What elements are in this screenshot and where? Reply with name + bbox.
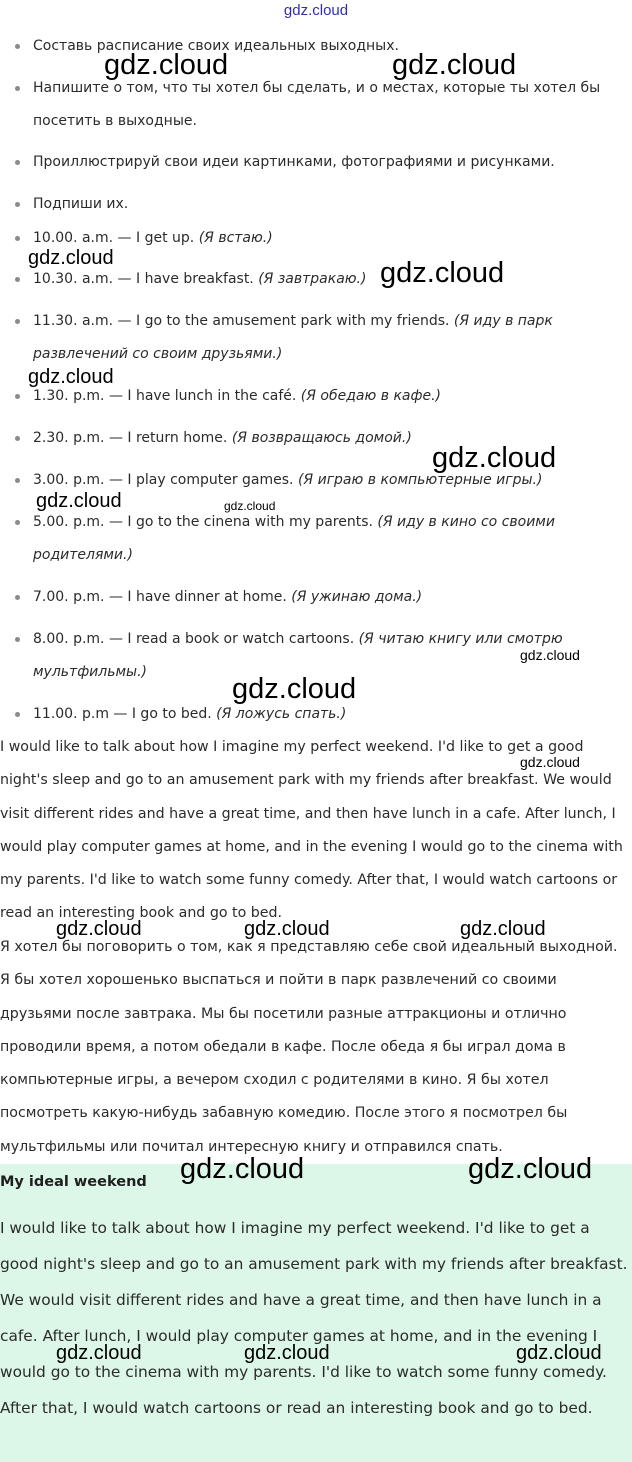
- list-item: Напишите о том, что ты хотел бы сделать, и о местах, которые ты хотел бы посетить в выходные.: [0, 72, 632, 138]
- bullet-icon: [15, 520, 20, 525]
- watermark: gdz.cloud: [36, 490, 122, 512]
- answer-box-title: My ideal weekend: [0, 1174, 147, 1190]
- bullet-icon: [15, 478, 20, 483]
- watermark: gdz.cloud: [516, 1342, 602, 1364]
- watermark: gdz.cloud: [392, 49, 517, 81]
- watermark: gdz.cloud: [56, 1342, 142, 1364]
- watermark: gdz.cloud: [380, 257, 505, 289]
- bullet-icon: [15, 202, 20, 207]
- bullet-icon: [15, 160, 20, 165]
- answer-box-text: I would like to talk about how I imagine my perfect weekend. I'd like to get a good night's sleep and go to an amusement park with my friends after breakfast. We would visit different rides and have a great time, and then have lunch in a cafe. After lunch, I would play computer games at home, and in the evening I would go to the cinema with my parents. I'd like to watch some funny comedy. After that, I would watch cartoons or read an interesting book and go to bed.: [0, 1219, 628, 1417]
- list-item: 11.00. p.m — I go to bed. (Я ложусь спать.): [0, 698, 632, 731]
- list-item: 7.00. p.m. — I have dinner at home. (Я ужинаю дома.): [0, 581, 632, 614]
- watermark: gdz.cloud: [520, 647, 580, 663]
- watermark: gdz.cloud: [28, 366, 114, 388]
- watermark: gdz.cloud: [232, 673, 357, 705]
- watermark: gdz.cloud: [244, 918, 330, 940]
- watermark: gdz.cloud: [28, 247, 114, 269]
- bullet-icon: [15, 236, 20, 241]
- bullet-icon: [15, 319, 20, 324]
- bullet-icon: [15, 277, 20, 282]
- list-item: Проиллюстрируй свои идеи картинками, фотографиями и рисунками.: [0, 146, 632, 179]
- bullet-icon: [15, 712, 20, 717]
- bullet-icon: [15, 394, 20, 399]
- watermark: gdz.cloud: [56, 918, 142, 940]
- list-item: 1.30. p.m. — I have lunch in the café. (Я обедаю в кафе.): [0, 380, 632, 413]
- bullet-icon: [15, 637, 20, 642]
- english-paragraph: I would like to talk about how I imagine my perfect weekend. I'd like to get a good night's sleep and go to an amusement park with my friends after breakfast. We would visit different rides and have a great time, and then have lunch in a cafe. After lunch, I would play computer games at home, and in the evening I would go to the cinema with my parents. I'd like to watch some funny comedy. After that, I would watch cartoons or read an interesting book and go to bed.: [0, 739, 623, 922]
- list-item: 10.00. a.m. — I get up. (Я встаю.): [0, 222, 632, 255]
- watermark: gdz.cloud: [104, 49, 229, 81]
- bullet-icon: [15, 86, 20, 91]
- bullet-icon: [15, 595, 20, 600]
- bullet-icon: [15, 44, 20, 49]
- list-item: 5.00. p.m. — I go to the cinena with my parents. (Я иду в кино со своими родителями.): [0, 506, 632, 572]
- list-item: Подпиши их.: [0, 188, 632, 221]
- list-item: 10.30. a.m. — I have breakfast. (Я завтракаю.): [0, 263, 632, 296]
- list-item: 8.00. p.m. — I read a book or watch cartoons. (Я читаю книгу или смотрю мультфильмы.): [0, 623, 632, 689]
- watermark: gdz.cloud: [468, 1153, 593, 1185]
- bullet-icon: [15, 436, 20, 441]
- watermark: gdz.cloud: [460, 918, 546, 940]
- watermark: gdz.cloud: [244, 1342, 330, 1364]
- list-item: 2.30. p.m. — I return home. (Я возвращаюсь домой.): [0, 422, 632, 455]
- header-watermark: gdz.cloud: [283, 2, 349, 19]
- watermark: gdz.cloud: [432, 442, 557, 474]
- list-item: 3.00. p.m. — I play computer games. (Я играю в компьютерные игры.): [0, 464, 632, 497]
- russian-paragraph: Я хотел бы поговорить о том, как я представляю себе свой идеальный выходной. Я бы хотел хорошенько выспаться и пойти в парк развлечений со своими друзьями после завтрака. Мы бы посетили разные аттракционы и отлично проводили время, а потом обедали в кафе. После обеда я бы играл дома в компьютерные игры, а вечером сходил с родителями в кино. Я бы хотел посмотреть какую-нибудь забавную комедию. После этого я посмотрел бы мультфильмы или почитал интересную книгу и отправился спать.: [0, 939, 618, 1155]
- list-item: 11.30. a.m. — I go to the amusement park with my friends. (Я иду в парк развлечений со своим друзьями.): [0, 305, 632, 371]
- watermark: gdz.cloud: [520, 754, 580, 770]
- list-item: Составь расписание своих идеальных выходных.: [0, 30, 632, 63]
- watermark: gdz.cloud: [224, 499, 276, 513]
- watermark: gdz.cloud: [180, 1153, 305, 1185]
